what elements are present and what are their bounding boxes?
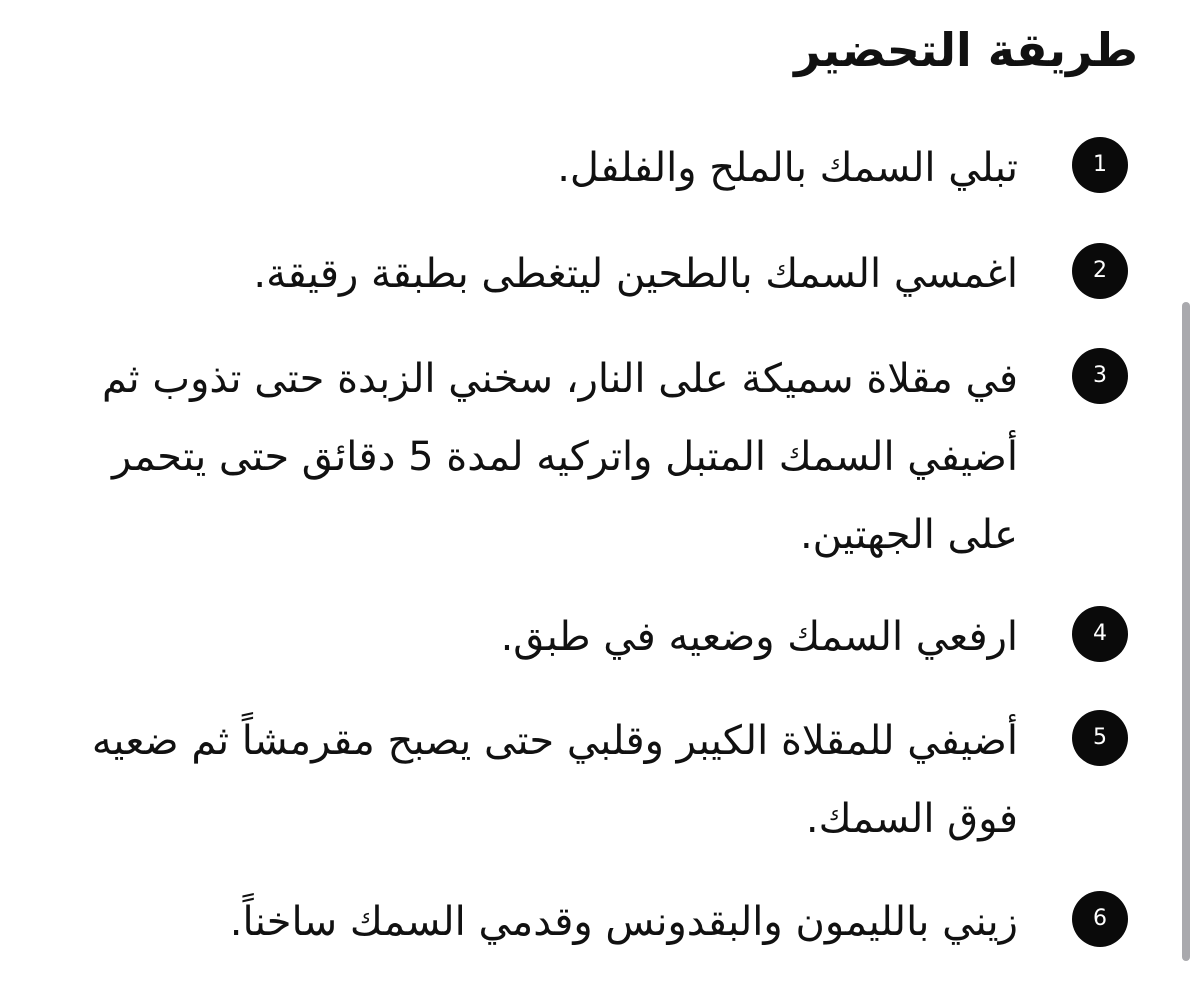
step-text: تبلي السمك بالملح والفلفل.	[557, 145, 1018, 191]
step-item	[68, 606, 1128, 696]
step-number-badge: 3	[1072, 348, 1128, 404]
step-number-badge: 5	[1072, 710, 1128, 766]
step-item	[68, 891, 1128, 981]
step-number-badge: 6	[1072, 891, 1128, 947]
step-item	[68, 137, 1128, 227]
section-title: طريقة التحضير	[794, 23, 1138, 77]
step-text: أضيفي للمقلاة الكيبر وقلبي حتى يصبح مقرمشاً ثم ضعيه فوق السمك.	[91, 718, 1018, 842]
step-number-badge: 2	[1072, 243, 1128, 299]
step-item	[68, 348, 1128, 558]
step-text: ارفعي السمك وضعيه في طبق.	[500, 614, 1018, 660]
step-number-badge: 1	[1072, 137, 1128, 193]
step-number-badge: 4	[1072, 606, 1128, 662]
step-text: اغمسي السمك بالطحين ليتغطى بطبقة رقيقة.	[253, 251, 1018, 297]
step-item	[68, 710, 1128, 842]
step-item	[68, 243, 1128, 333]
step-text: في مقلاة سميكة على النار، سخني الزبدة حتى تذوب ثم أضيفي السمك المتبل واتركيه لمدة 5 دقائق حتى يتحمر على الجهتين.	[101, 356, 1018, 558]
step-text: زيني بالليمون والبقدونس وقدمي السمك ساخناً.	[229, 899, 1018, 945]
vertical-scrollbar[interactable]	[1182, 302, 1190, 961]
